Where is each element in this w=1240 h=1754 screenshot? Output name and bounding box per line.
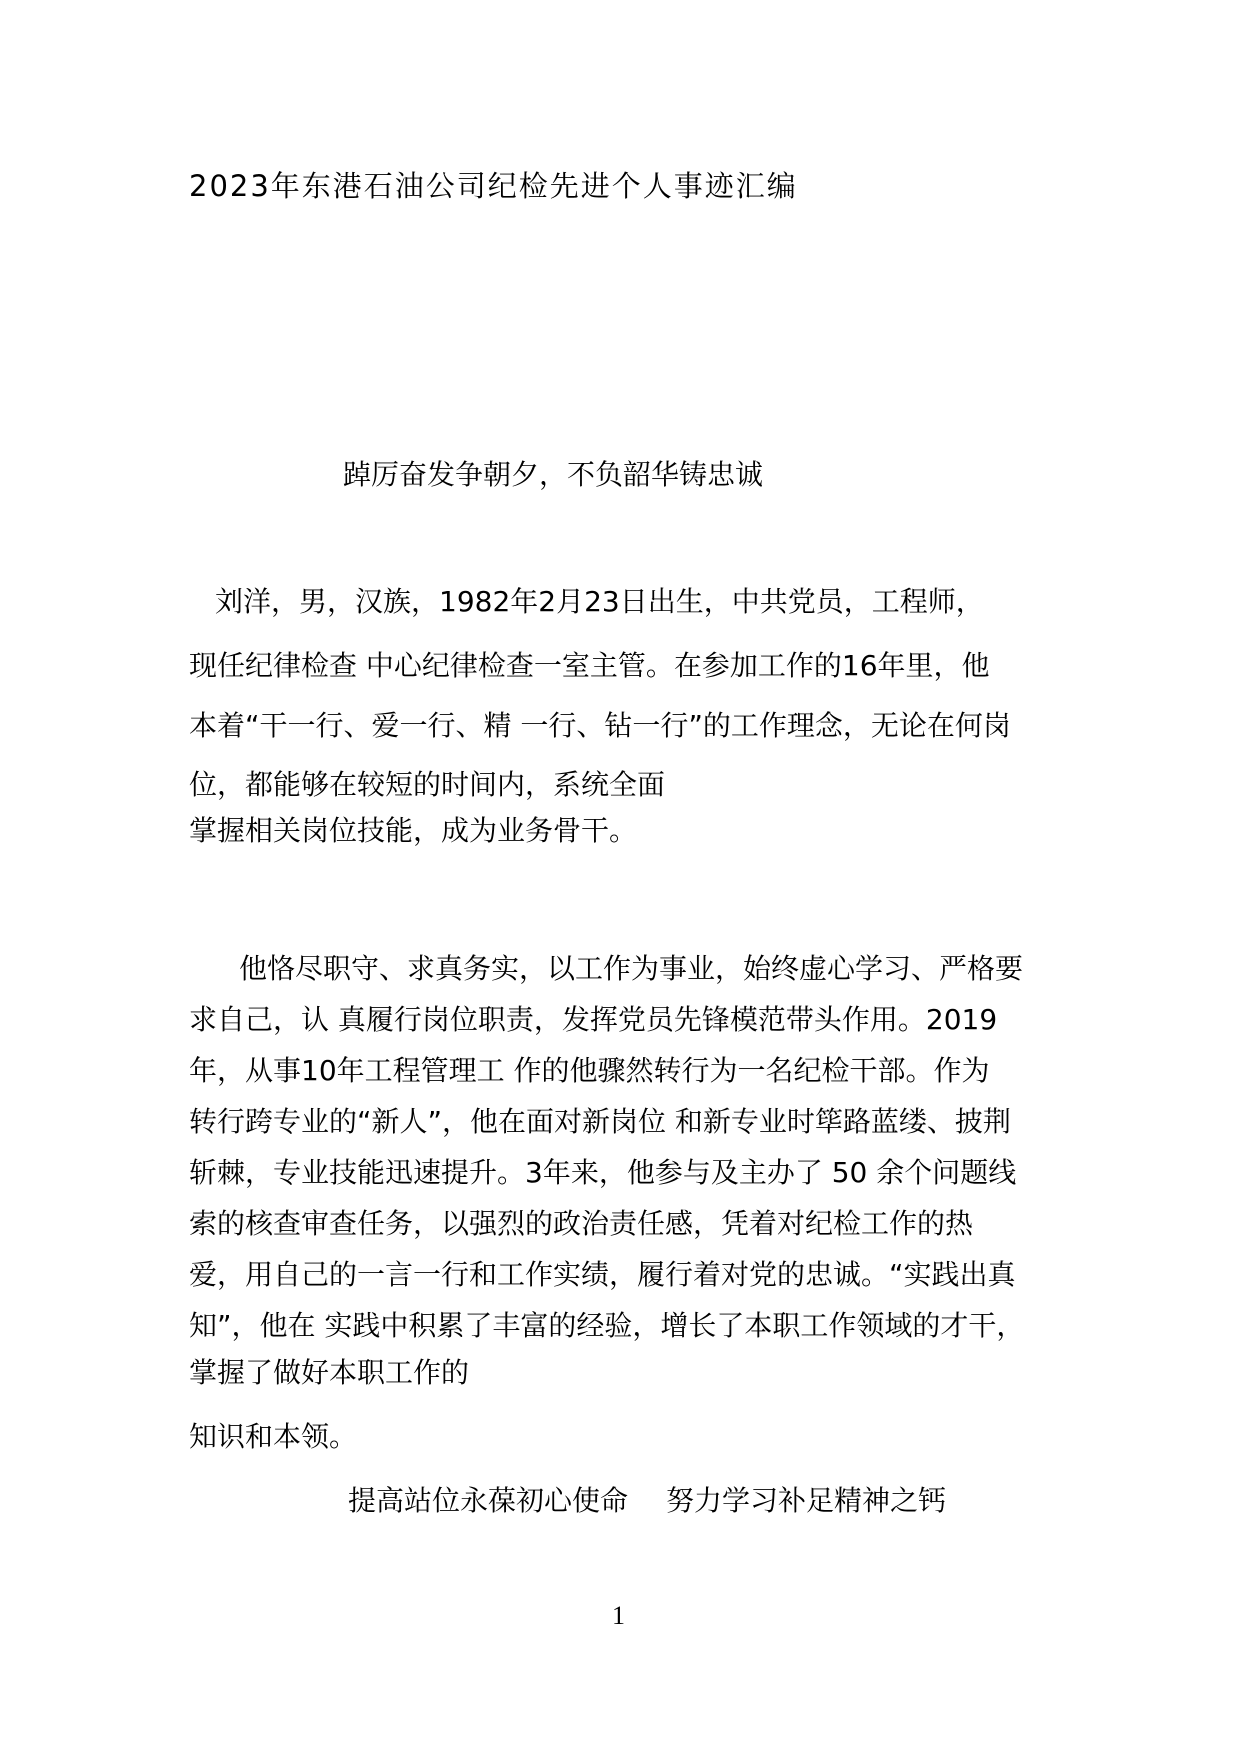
section-heading-part: 努力学习补足精神之钙 (666, 1484, 947, 1517)
paragraph-line: 本着“干一行、爱一行、精 一行、钻一行”的工作理念，无论在何岗 (189, 709, 1011, 742)
document-title: 2023年东港石油公司纪检先进个人事迹汇编 (189, 169, 798, 203)
paragraph-line: 年，从事10年工程管理工 作的他骤然转行为一名纪检干部。作为 (189, 1054, 990, 1087)
paragraph-intro (189, 570, 1061, 634)
paragraph-line: 爱，用自己的一言一行和工作实绩，履行着对党的忠诚。“实践出真 (189, 1258, 1016, 1291)
paragraph-line: 他恪尽职守、求真务实，以工作为事业，始终虚心学习、严格要 (239, 952, 1024, 985)
paragraph-intro-body (189, 634, 1061, 817)
paragraph-career (189, 943, 1061, 1395)
paragraph-line: 刘洋，男，汉族，1982年2月23日出生，中共党员，工程师， (215, 585, 984, 618)
section-heading: 踔厉奋发争朝夕，不负韶华铸忠诚 (343, 458, 764, 491)
paragraph-line: 知识和本领。 (189, 1420, 358, 1453)
paragraph-career-continuation (189, 1411, 1061, 1463)
paragraph-line: 现任纪律检查 中心纪律检查一室主管。在参加工作的16年里，他 (189, 649, 990, 682)
paragraph-line: 斩棘，专业技能迅速提升。3年来，他参与及主办了 50 余个问题线 (189, 1156, 1017, 1189)
paragraph-line: 知”，他在 实践中积累了丰富的经验，增长了本职工作领域的才干， (189, 1309, 1025, 1342)
page-number: 1 (612, 1601, 625, 1630)
paragraph-line: 转行跨专业的“新人”，他在面对新岗位 和新专业时筚路蓝缕、披荆 (189, 1105, 1011, 1138)
paragraph-line: 掌握相关岗位技能，成为业务骨干。 (189, 814, 638, 847)
paragraph-line: 求自己，认 真履行岗位职责，发挥党员先锋模范带头作用。2019 (189, 1003, 998, 1036)
section-heading-2 (348, 1479, 946, 1519)
paragraph-intro-continuation (189, 805, 1061, 857)
paragraph-line: 位，都能够在较短的时间内，系统全面 (189, 768, 666, 801)
section-heading-part: 提高站位永葆初心使命 (348, 1484, 629, 1517)
paragraph-line: 掌握了做好本职工作的 (189, 1356, 470, 1389)
paragraph-line: 索的核查审查任务，以强烈的政治责任感，凭着对纪检工作的热 (189, 1207, 974, 1240)
